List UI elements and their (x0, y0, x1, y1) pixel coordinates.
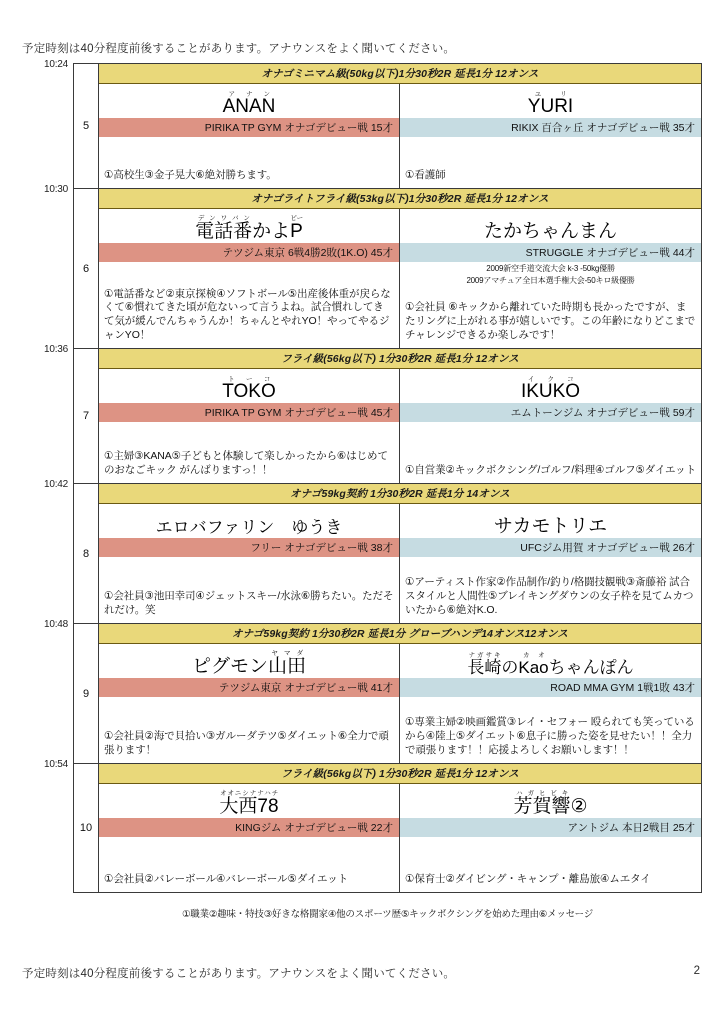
footer-note: 予定時刻は40分程度前後することがあります。アナウンスをよく聞いてください。 (22, 968, 456, 980)
fighter-profile-text: ①主婦③KANA⑤子どもと体験して楽しかったから⑥はじめてのおなごキック がんばりますっ！！ (104, 450, 388, 477)
fighter-gym-record: KINGジム オナゴデビュー戦 22才 (99, 818, 399, 837)
red-corner (99, 644, 400, 763)
fighter-name: 芳賀響ハガヒビキ② (513, 790, 588, 818)
fighter-name-zone (400, 209, 701, 243)
bout-row (43, 344, 702, 483)
fighter-gym-record: アントジム 本日2戦目 25才 (400, 818, 701, 837)
blue-corner (400, 504, 701, 623)
red-corner (99, 369, 400, 483)
fighter-profile-text: ①高校生③金子晃大⑥絶対勝ちます。 (104, 169, 277, 182)
bout-time: 10:42 (43, 479, 68, 490)
fighter-name-zone (99, 369, 399, 403)
fighter-name-zone (99, 504, 399, 538)
fighter-profile (400, 287, 701, 348)
fighter-name-zone (400, 784, 701, 818)
bout-row (43, 59, 702, 188)
fighter-name-zone (400, 644, 701, 678)
blue-corner (400, 784, 701, 892)
fighter-profile (99, 557, 399, 623)
bout-time: 10:30 (43, 184, 68, 195)
page-number: 2 (693, 965, 700, 977)
bout-number: 5 (74, 64, 99, 188)
fighter-profile-text: ①会社員 ⑥キックから離れていた時期も長かったですが、またリングに上がれる事が嬉しいです。この年齢になりどこまでチャレンジできるか楽しみです！ (405, 301, 696, 342)
bout-list (43, 59, 702, 893)
fighter-profile-text: ①看護師 (405, 169, 446, 182)
red-corner (99, 209, 400, 348)
fighter-gym-record: テツジム東京 オナゴデビュー戦 41才 (99, 678, 399, 697)
weight-class-bar: オナゴ59kg契約 1分30秒2R 延長1分 グローブハンデ14オンス12オンス (99, 624, 701, 644)
weight-class-bar: オナゴ59kg契約 1分30秒2R 延長1分 14オンス (99, 484, 701, 504)
bout-number: 9 (74, 624, 99, 763)
bout-time: 10:24 (43, 59, 68, 70)
fighter-profile-text: ①会社員②バレーボール④バレーボール⑤ダイエット (104, 873, 348, 886)
fighter-profile (99, 262, 399, 348)
bout-time: 10:54 (43, 759, 68, 770)
bout-number: 8 (74, 484, 99, 623)
fighter-profile-text: ①自営業②キックボクシング/ゴルフ/料理④ゴルフ⑤ダイエット (405, 464, 696, 477)
red-corner (99, 504, 400, 623)
fighter-profile (99, 422, 399, 483)
header-note: 予定時刻は40分程度前後することがあります。アナウンスをよく聞いてください。 (22, 43, 456, 55)
fighter-name-zone (400, 84, 701, 118)
bout-number: 10 (74, 764, 99, 892)
fighter-name-zone (400, 369, 701, 403)
fighter-gym-record: テツジム東京 6戦4勝2敗(1K.O) 45才 (99, 243, 399, 262)
fighter-title-line: 2009アマチュア全日本選手権大会-50キロ級優勝 (466, 276, 635, 285)
fighter-profile-text: ①アーティスト作家②作品制作/釣り/格闘技観戦③斎藤裕 試合スタイルと人間性⑤ブレイキングダウンの女子枠を見てムカついたから⑥絶対K.O. (405, 576, 694, 617)
fighter-name: エロバファリン ゆうき (155, 518, 343, 538)
fighter-gym-record: ROAD MMA GYM 1戦1敗 43才 (400, 678, 701, 697)
fighter-name-zone (99, 209, 399, 243)
fighter-name: ANANアナン (222, 91, 276, 118)
fighter-gym-record: PIRIKA TP GYM オナゴデビュー戦 45才 (99, 403, 399, 422)
bout-row (43, 619, 702, 763)
fighter-name-zone (99, 84, 399, 118)
fighter-titles (400, 262, 701, 287)
red-corner (99, 84, 400, 188)
blue-corner (400, 209, 701, 348)
bout-row (43, 184, 702, 348)
fighter-gym-record: UFCジム用賀 オナゴデビュー戦 26才 (400, 538, 701, 557)
fighter-profile (400, 837, 701, 892)
weight-class-bar: フライ級(56kg以下) 1分30秒2R 延長1分 12オンス (99, 349, 701, 369)
bout-row (43, 759, 702, 893)
fighter-profile-text: ①電話番など②東京探検④ソフトボール⑤出産後体重が戻らなくて⑥慣れてきた頃が危ないって言うよね。試合慣れしてきて気が緩んでんちゃうんか！ちゃんとやれYO！やってやるジャンYO！ (104, 287, 391, 342)
fighter-name: サカモトリエ (493, 516, 608, 538)
fighter-name-zone (99, 784, 399, 818)
weight-class-bar: フライ級(56kg以下) 1分30秒2R 延長1分 12オンス (99, 764, 701, 784)
blue-corner (400, 369, 701, 483)
fighter-profile-text: ①保育士②ダイビング・キャンプ・離島旅④ムエタイ (405, 873, 651, 886)
blue-corner (400, 84, 701, 188)
fighter-profile (99, 137, 399, 188)
fighter-gym-record: エムトーンジム オナゴデビュー戦 59才 (400, 403, 701, 422)
fighter-profile-text: ①会社員③池田幸司④ジェットスキー/水泳⑥勝ちたい。ただそれだけ。笑 (104, 590, 394, 617)
fighter-name-zone (99, 644, 399, 678)
fighter-profile (99, 837, 399, 892)
legend-note: ①職業②趣味・特技③好きな格闘家④他のスポーツ歴⑤キックボクシングを始めた理由⑥メッセージ (181, 909, 594, 920)
bout-time: 10:36 (43, 344, 68, 355)
fighter-name: YURIユリ (527, 91, 574, 118)
fighter-profile (400, 137, 701, 188)
fighter-name-zone (400, 504, 701, 538)
fighter-profile (99, 697, 399, 763)
fighter-profile (400, 697, 701, 763)
weight-class-bar: オナゴミニマム級(50kg以下)1分30秒2R 延長1分 12オンス (99, 64, 701, 84)
fighter-name: TOKOトーコ (222, 376, 276, 403)
fighter-name: ピグモン山田ヤマダ (191, 650, 307, 678)
fighter-profile-text: ①専業主婦②映画鑑賞③レイ・セフォー 殴られても笑っているから④陸上⑤ダイエット⑥息子に勝った姿を見せたい！！全力で頑張ります！！応援よろしくお願いします！！ (405, 716, 695, 757)
fighter-gym-record: フリー オナゴデビュー戦 38才 (99, 538, 399, 557)
weight-class-bar: オナゴライトフライ級(53kg以下)1分30秒2R 延長1分 12オンス (99, 189, 701, 209)
fighter-name: たかちゃんまん (483, 221, 617, 243)
fighter-gym-record: RIKIX 百合ヶ丘 オナゴデビュー戦 35才 (400, 118, 701, 137)
bout-time: 10:48 (43, 619, 68, 630)
fighter-profile (400, 422, 701, 483)
fighter-profile-text: ①会社員②海で貝拾い③ガルーダテツ⑤ダイエット⑥全力で頑張ります！ (104, 730, 389, 757)
fighter-name: IKUKOイクコ (520, 376, 581, 403)
fighter-gym-record: STRUGGLE オナゴデビュー戦 44才 (400, 243, 701, 262)
red-corner (99, 784, 400, 892)
bout-number: 6 (74, 189, 99, 348)
blue-corner (400, 644, 701, 763)
fighter-profile (400, 557, 701, 623)
fighter-title-line: 2009新空手道交流大会 k-3 -50kg優勝 (486, 264, 615, 273)
bout-number: 7 (74, 349, 99, 483)
fighter-name: 電話番デンワバンかよPピー (195, 215, 303, 243)
fighter-name: 大西78オオニシナナハチ (219, 790, 279, 818)
fighter-gym-record: PIRIKA TP GYM オナゴデビュー戦 15才 (99, 118, 399, 137)
fighter-name: 長崎ナガサキのKaoカオちゃんぽん (467, 652, 634, 678)
bout-row (43, 479, 702, 623)
